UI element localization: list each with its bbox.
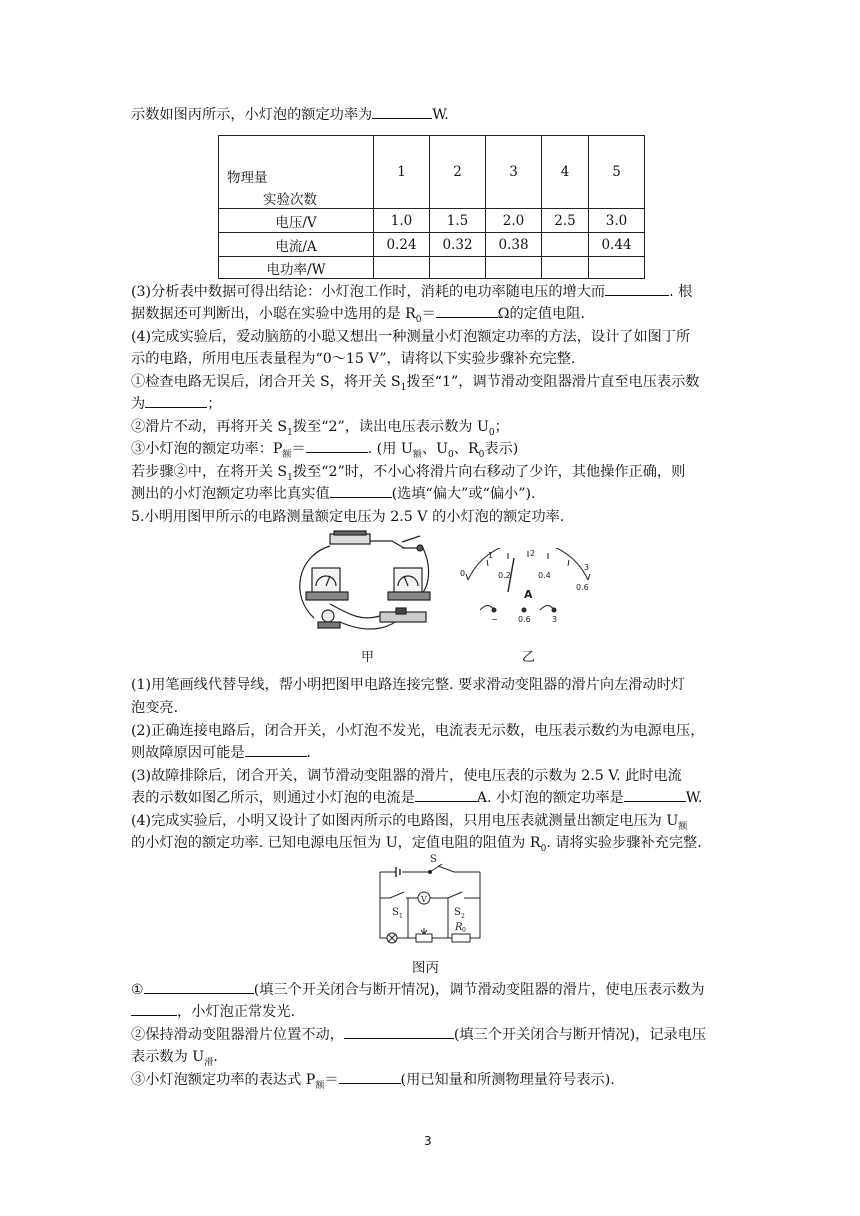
label-s1: S [392, 907, 399, 918]
answer-blank[interactable] [245, 742, 307, 757]
table-cell: 0.44 [589, 233, 645, 257]
table-cell: 3.0 [589, 209, 645, 233]
battery-icon [396, 867, 400, 877]
text: 测出的小灯泡额定功率比真实值 [131, 486, 330, 502]
subscript: 0 [415, 314, 422, 325]
meter-base [388, 592, 430, 600]
meter-base [306, 592, 348, 600]
figure-jia-label: 甲 [361, 650, 375, 665]
text: 的小灯泡的额定功率. 已知电源电压恒为 U，定值电阻的阻值为 R [131, 835, 541, 851]
page-number: 3 [424, 1134, 432, 1148]
terminal [552, 608, 556, 612]
text: . (用 U [367, 441, 413, 457]
rheostat-slider [396, 608, 406, 614]
subscript: 0 [448, 449, 454, 460]
wire [330, 604, 380, 618]
subscript: 额 [315, 1080, 325, 1091]
table-cell: 0.38 [486, 233, 542, 257]
figure-bing-caption: 图丙 [412, 960, 439, 976]
text-line [131, 1001, 731, 1023]
dial-tick-label: 0.4 [538, 571, 551, 580]
dial-ticks [466, 551, 590, 580]
text-line [131, 979, 731, 1001]
terminal [522, 608, 526, 612]
text: ②保持滑动变阻器滑片位置不动， [131, 1027, 344, 1043]
terminal-label: 3 [552, 615, 558, 624]
text: . 请将实验步骤补充完整. [546, 835, 702, 851]
text-line [131, 787, 731, 809]
text: 、U [421, 441, 449, 457]
table-cell: 0.24 [374, 233, 430, 257]
column-header: 3 [486, 136, 542, 209]
label-r0: R [455, 922, 463, 933]
text: ，小灯泡正常发光. [177, 1004, 296, 1020]
dial-tick-label: 0.2 [498, 571, 511, 580]
table-row [219, 209, 645, 233]
table-header-cell [219, 136, 374, 209]
table-cell[interactable] [542, 233, 589, 257]
answer-blank[interactable] [415, 787, 477, 802]
dial-tick-label: 1 [488, 551, 494, 560]
text: 为 [131, 396, 146, 412]
text: 示数如图丙所示，小灯泡的额定功率为 [131, 107, 373, 123]
dial-tick-label: 0 [460, 569, 466, 578]
terminal [492, 608, 496, 612]
subscript: 额 [678, 821, 688, 832]
label-s: S [430, 854, 437, 865]
text: 表的示数如图乙所示，则通过小灯泡的电流是 [131, 790, 415, 806]
subscript: 额 [412, 449, 422, 460]
subscript: 1 [287, 472, 293, 483]
figure-jia-apparatus [292, 526, 442, 641]
table-cell: 2.0 [486, 209, 542, 233]
terminal-label: 0.6 [518, 615, 531, 624]
text: (4)完成实验后，小明又设计了如图丙所示的电路图，只用电压表就测量出额定电压为 U [131, 813, 679, 829]
rheostat-icon [416, 934, 432, 942]
text: (填三个开关闭合与断开情况)，记录电压 [453, 1027, 707, 1043]
table-row [219, 257, 645, 279]
text: A. 小灯泡的额定功率是 [476, 790, 624, 806]
text: . [306, 745, 312, 761]
branch-wires [408, 898, 448, 938]
answer-blank[interactable] [436, 303, 498, 318]
text: ； [494, 419, 509, 435]
table-cell: 1.5 [430, 209, 486, 233]
column-header: 1 [374, 136, 430, 209]
text: 、R [453, 441, 479, 457]
text: 据数据还可判断出，小聪在实验中选用的是 R [131, 306, 416, 322]
answer-blank[interactable] [131, 1001, 177, 1016]
text: ①检查电路无误后，闭合开关 S，将开关 S [131, 374, 401, 390]
column-header: 5 [589, 136, 645, 209]
answer-blank[interactable] [306, 438, 368, 453]
row-label: 电流/A [219, 233, 374, 257]
switch-terminal [417, 545, 423, 551]
dial-tick-label: 0.6 [576, 583, 589, 592]
terminal-label: − [491, 615, 498, 624]
text-line [131, 393, 731, 415]
text-line: (1)用笔画线代替导线，帮小明把图甲电路连接完整. 要求滑动变阻器的滑片向左滑动时灯 [131, 677, 686, 693]
text-line: (4)完成实验后，爱动脑筋的小聪又想出一种测量小灯泡额定功率的方法，设计了如图丁所 [131, 329, 691, 345]
figure-yi-label: 乙 [522, 650, 536, 665]
figure-yi-ammeter-dial [458, 548, 598, 628]
text: 拨至“2”时，不小心将滑片向右移动了少许，其他操作正确，则 [292, 464, 686, 480]
answer-blank[interactable] [339, 1069, 401, 1084]
text: ③小灯泡的额定功率：P [131, 441, 283, 457]
text: ＝ [421, 306, 436, 322]
text-line: (3)故障排除后，闭合开关，调节滑动变阻器的滑片，使电压表的示数为 2.5 V. 此时电流 [131, 768, 682, 784]
text: 若步骤②中，在将开关 S [131, 464, 288, 480]
table-cell: 0.32 [430, 233, 486, 257]
text: ＝ [291, 441, 306, 457]
lamp-bulb-icon [322, 610, 334, 622]
text: ＝ [324, 1072, 339, 1088]
text-line [131, 1024, 731, 1046]
text-line [131, 483, 731, 505]
text: (填三个开关闭合与断开情况)，调节滑动变阻器的滑片，使电压表示数为 [253, 982, 705, 998]
subscript: 1 [400, 382, 407, 393]
table-cell: 1.0 [374, 209, 430, 233]
text: ②滑片不动，再将开关 S [131, 419, 288, 435]
dial-tick-label: 3 [584, 563, 590, 572]
text: (用已知量和所测物理量符号表示). [400, 1072, 615, 1088]
text-line [131, 104, 731, 126]
answer-blank[interactable] [624, 787, 686, 802]
text-line: 泡变亮. [131, 700, 179, 716]
table-cell: 2.5 [542, 209, 589, 233]
text-line: 5.小明用图甲所示的电路测量额定电压为 2.5 V 的小灯泡的额定功率. [131, 509, 565, 525]
text: ； [207, 396, 222, 412]
text: ③小灯泡额定功率的表达式 P [131, 1072, 316, 1088]
table-cell[interactable] [430, 257, 486, 279]
answer-blank[interactable] [605, 281, 669, 296]
text: 表示) [484, 441, 519, 457]
text: . 根 [669, 284, 693, 300]
text-line [131, 742, 731, 764]
data-table [218, 135, 645, 279]
dial-unit: A [524, 588, 533, 601]
text: 拨至“2”，读出电压表示数为 U [292, 419, 489, 435]
answer-blank[interactable] [372, 104, 432, 119]
subscript: 0 [488, 427, 495, 438]
subscript: 滑 [204, 1057, 214, 1068]
battery-top [334, 531, 366, 535]
row-label: 电压/V [219, 209, 374, 233]
column-header: 4 [542, 136, 589, 209]
table-cell[interactable] [589, 257, 645, 279]
table-cell[interactable] [542, 257, 589, 279]
text: . [213, 1049, 218, 1065]
answer-blank[interactable] [145, 393, 207, 408]
text: W. [432, 107, 449, 123]
label-s1-sub: 1 [399, 913, 403, 920]
subscript: 0 [540, 843, 547, 854]
answer-blank[interactable] [330, 483, 392, 498]
column-header: 2 [430, 136, 486, 209]
text-line: (2)正确连接电路后，闭合开关，小灯泡不发光，电流表无示数，电压表示数约为电源电压， [131, 723, 705, 739]
text: (3)分析表中数据可得出结论：小灯泡工作时，消耗的电功率随电压的增大而 [131, 284, 606, 300]
table-row [219, 233, 645, 257]
answer-blank[interactable] [344, 1024, 454, 1039]
text: W. [685, 790, 703, 806]
text: Ω的定值电阻. [497, 306, 585, 322]
text-line: 示的电路，所用电压表量程为“0～15 V”，请将以下实验步骤补充完整. [131, 351, 576, 367]
header-bottom-label: 实验次数 [263, 192, 317, 208]
label-s2: S [454, 907, 461, 918]
header-top-label: 物理量 [227, 170, 268, 186]
switch-s1-icon [380, 892, 404, 898]
terminal-wires [480, 606, 554, 611]
lamp-base [318, 622, 340, 628]
figure-bing-circuit [372, 852, 488, 946]
answer-blank[interactable] [144, 979, 254, 994]
text-line [131, 1069, 731, 1097]
subscript: 额 [282, 449, 292, 460]
rheostat-arrow [421, 928, 427, 934]
ammeter-icon [312, 568, 340, 594]
label-v: V [421, 895, 427, 904]
table-cell[interactable] [486, 257, 542, 279]
dial-tick-label: 2 [530, 549, 536, 558]
resistor-r0-icon [452, 934, 470, 942]
label-r0-sub: 0 [462, 927, 466, 934]
switch-terminal [429, 871, 432, 874]
text: (选填“偏大”或“偏小”). [391, 486, 536, 502]
voltmeter-icon [394, 568, 422, 594]
subscript: 1 [287, 427, 293, 438]
switch-s-icon [430, 864, 442, 872]
text: 表示数为 U [131, 1049, 205, 1065]
row-label: 电功率/W [219, 257, 374, 279]
text-line [131, 281, 731, 303]
label-s2-sub: 2 [461, 913, 465, 920]
table-cell[interactable] [374, 257, 430, 279]
subscript: 0 [478, 449, 485, 460]
text: 则故障原因可能是 [131, 745, 245, 761]
text: ① [131, 982, 144, 998]
switch-s2-icon [430, 892, 480, 898]
text: 拨至“1”，调节滑动变阻器滑片直至电压表示数 [406, 374, 700, 390]
